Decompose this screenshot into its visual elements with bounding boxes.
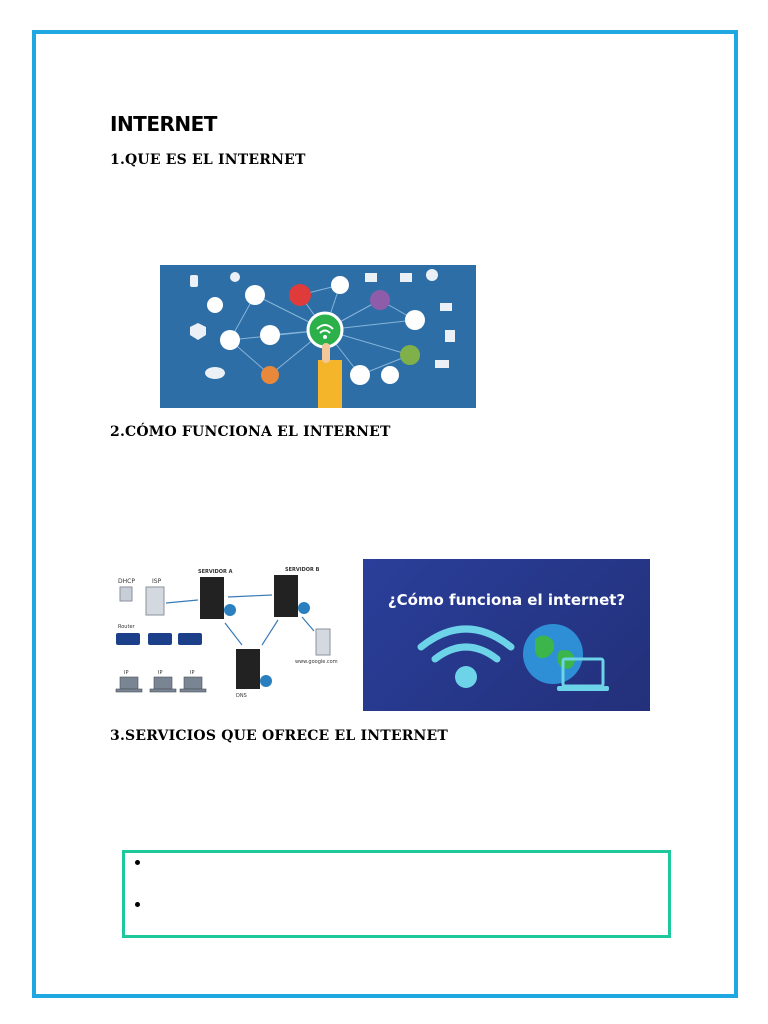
document-title: INTERNET [110, 112, 217, 136]
router-label: Router [118, 624, 135, 630]
ip-label-1: IP [124, 670, 129, 676]
internet-network-illustration [160, 265, 476, 408]
list-item [135, 855, 668, 877]
section-heading-services: 3.SERVICIOS QUE OFRECE EL INTERNET [110, 728, 449, 744]
isp-label: ISP [152, 578, 162, 585]
bullet-icon [135, 860, 140, 865]
banner-caption: ¿Cómo funciona el internet? [387, 591, 626, 609]
server-a-label: SERVIDOR A [198, 569, 233, 575]
server-b-label: SERVIDOR B [285, 567, 320, 573]
globe-icon [523, 624, 583, 684]
dhcp-label: DHCP [118, 578, 135, 585]
dns-label: DNS [236, 693, 247, 699]
section-heading-how-it-works: 2.CÓMO FUNCIONA EL INTERNET [110, 424, 391, 440]
services-bullet-box [122, 850, 671, 938]
how-internet-works-banner [363, 559, 650, 711]
google-label: www.google.com [295, 659, 338, 665]
list-item [135, 897, 668, 919]
server-network-diagram [110, 565, 343, 712]
network-graphic [160, 265, 476, 408]
wifi-globe-graphic [363, 559, 650, 711]
ip-label-3: IP [190, 670, 195, 676]
wifi-icon [421, 629, 511, 659]
section-heading-what-is: 1.QUE ES EL INTERNET [110, 152, 306, 168]
ip-label-2: IP [158, 670, 163, 676]
services-list [125, 855, 668, 919]
bullet-icon [135, 902, 140, 907]
server-diagram-graphic [110, 565, 343, 712]
